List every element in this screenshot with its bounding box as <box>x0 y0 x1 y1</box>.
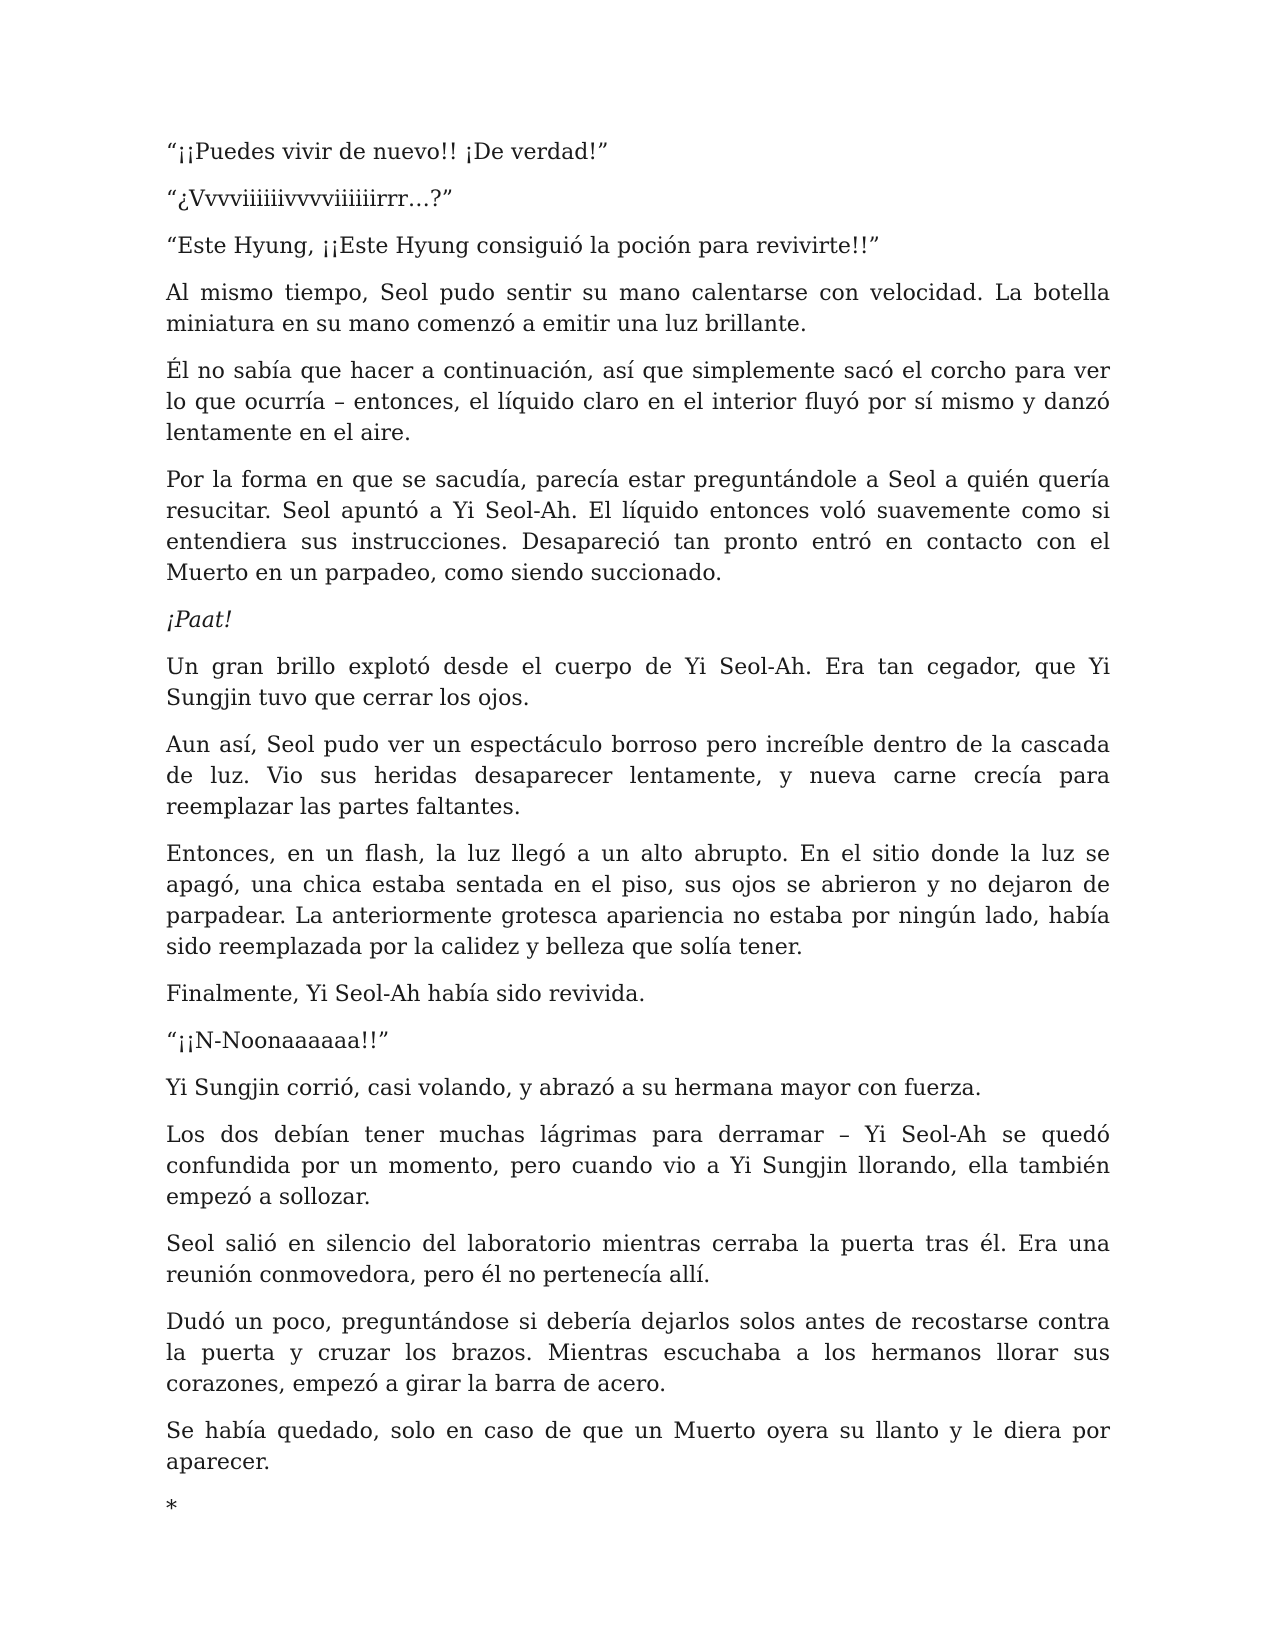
paragraph-16: Dudó un poco, preguntándose si debería dejarlos solos antes de recostarse contra la puerta y cruzar los brazos. Mientras escuchaba a los hermanos llorar sus corazones, empezó a girar la barra de acero. <box>166 1310 1110 1397</box>
paragraph-6: Por la forma en que se sacudía, parecía estar preguntándole a Seol a quién quería resucitar. Seol apuntó a Yi Seol-Ah. El líquido entonces voló suavemente como si entendiera sus instrucciones. Desapareció tan pronto entró en contacto con el Muerto en un parpadeo, como siendo succionado. <box>166 468 1110 586</box>
paragraph-9: Aun así, Seol pudo ver un espectáculo borroso pero increíble dentro de la cascada de luz. Vio sus heridas desaparecer lentamente, y nueva carne crecía para reemplazar las partes faltantes. <box>166 733 1110 820</box>
paragraph-4: Al mismo tiempo, Seol pudo sentir su mano calentarse con velocidad. La botella miniatura en su mano comenzó a emitir una luz brillante. <box>166 281 1110 337</box>
paragraph-10: Entonces, en un flash, la luz llegó a un alto abrupto. En el sitio donde la luz se apagó, una chica estaba sentada en el piso, sus ojos se abrieron y no dejaron de parpadear. La anteriormente grotesca apariencia no estaba por ningún lado, había sido reemplazada por la calidez y belleza que solía tener. <box>166 842 1110 960</box>
paragraph-sound-effect: ¡Paat! <box>166 608 233 633</box>
paragraph-5: Él no sabía que hacer a continuación, así que simplemente sacó el corcho para ver lo que ocurría – entonces, el líquido claro en el interior fluyó por sí mismo y danzó lentamente en el aire. <box>166 359 1110 446</box>
paragraph-8: Un gran brillo explotó desde el cuerpo de Yi Seol-Ah. Era tan cegador, que Yi Sungjin tuvo que cerrar los ojos. <box>166 655 1110 711</box>
paragraph-11: Finalmente, Yi Seol-Ah había sido revivida. <box>166 982 646 1007</box>
paragraph-14: Los dos debían tener muchas lágrimas para derramar – Yi Seol-Ah se quedó confundida por un momento, pero cuando vio a Yi Sungjin llorando, ella también empezó a sollozar. <box>166 1123 1110 1210</box>
body-text <box>166 137 1110 1541</box>
paragraph-13: Yi Sungjin corrió, casi volando, y abrazó a su hermana mayor con fuerza. <box>166 1076 982 1101</box>
paragraph-17: Se había quedado, solo en caso de que un Muerto oyera su llanto y le diera por aparecer. <box>166 1419 1110 1475</box>
paragraph-dialogue-2: “¿Vvvviiiiiivvvviiiiiirrr…?” <box>166 187 453 212</box>
paragraph-dialogue-3: “Este Hyung, ¡¡Este Hyung consiguió la poción para revivirte!!” <box>166 234 880 259</box>
paragraph-dialogue-12: “¡¡N-Noonaaaaaa!!” <box>166 1029 390 1054</box>
section-separator: * <box>166 1497 177 1522</box>
paragraph-dialogue-1: “¡¡Puedes vivir de nuevo!! ¡De verdad!” <box>166 140 609 165</box>
paragraph-15: Seol salió en silencio del laboratorio mientras cerraba la puerta tras él. Era una reunión conmovedora, pero él no pertenecía allí. <box>166 1232 1110 1288</box>
